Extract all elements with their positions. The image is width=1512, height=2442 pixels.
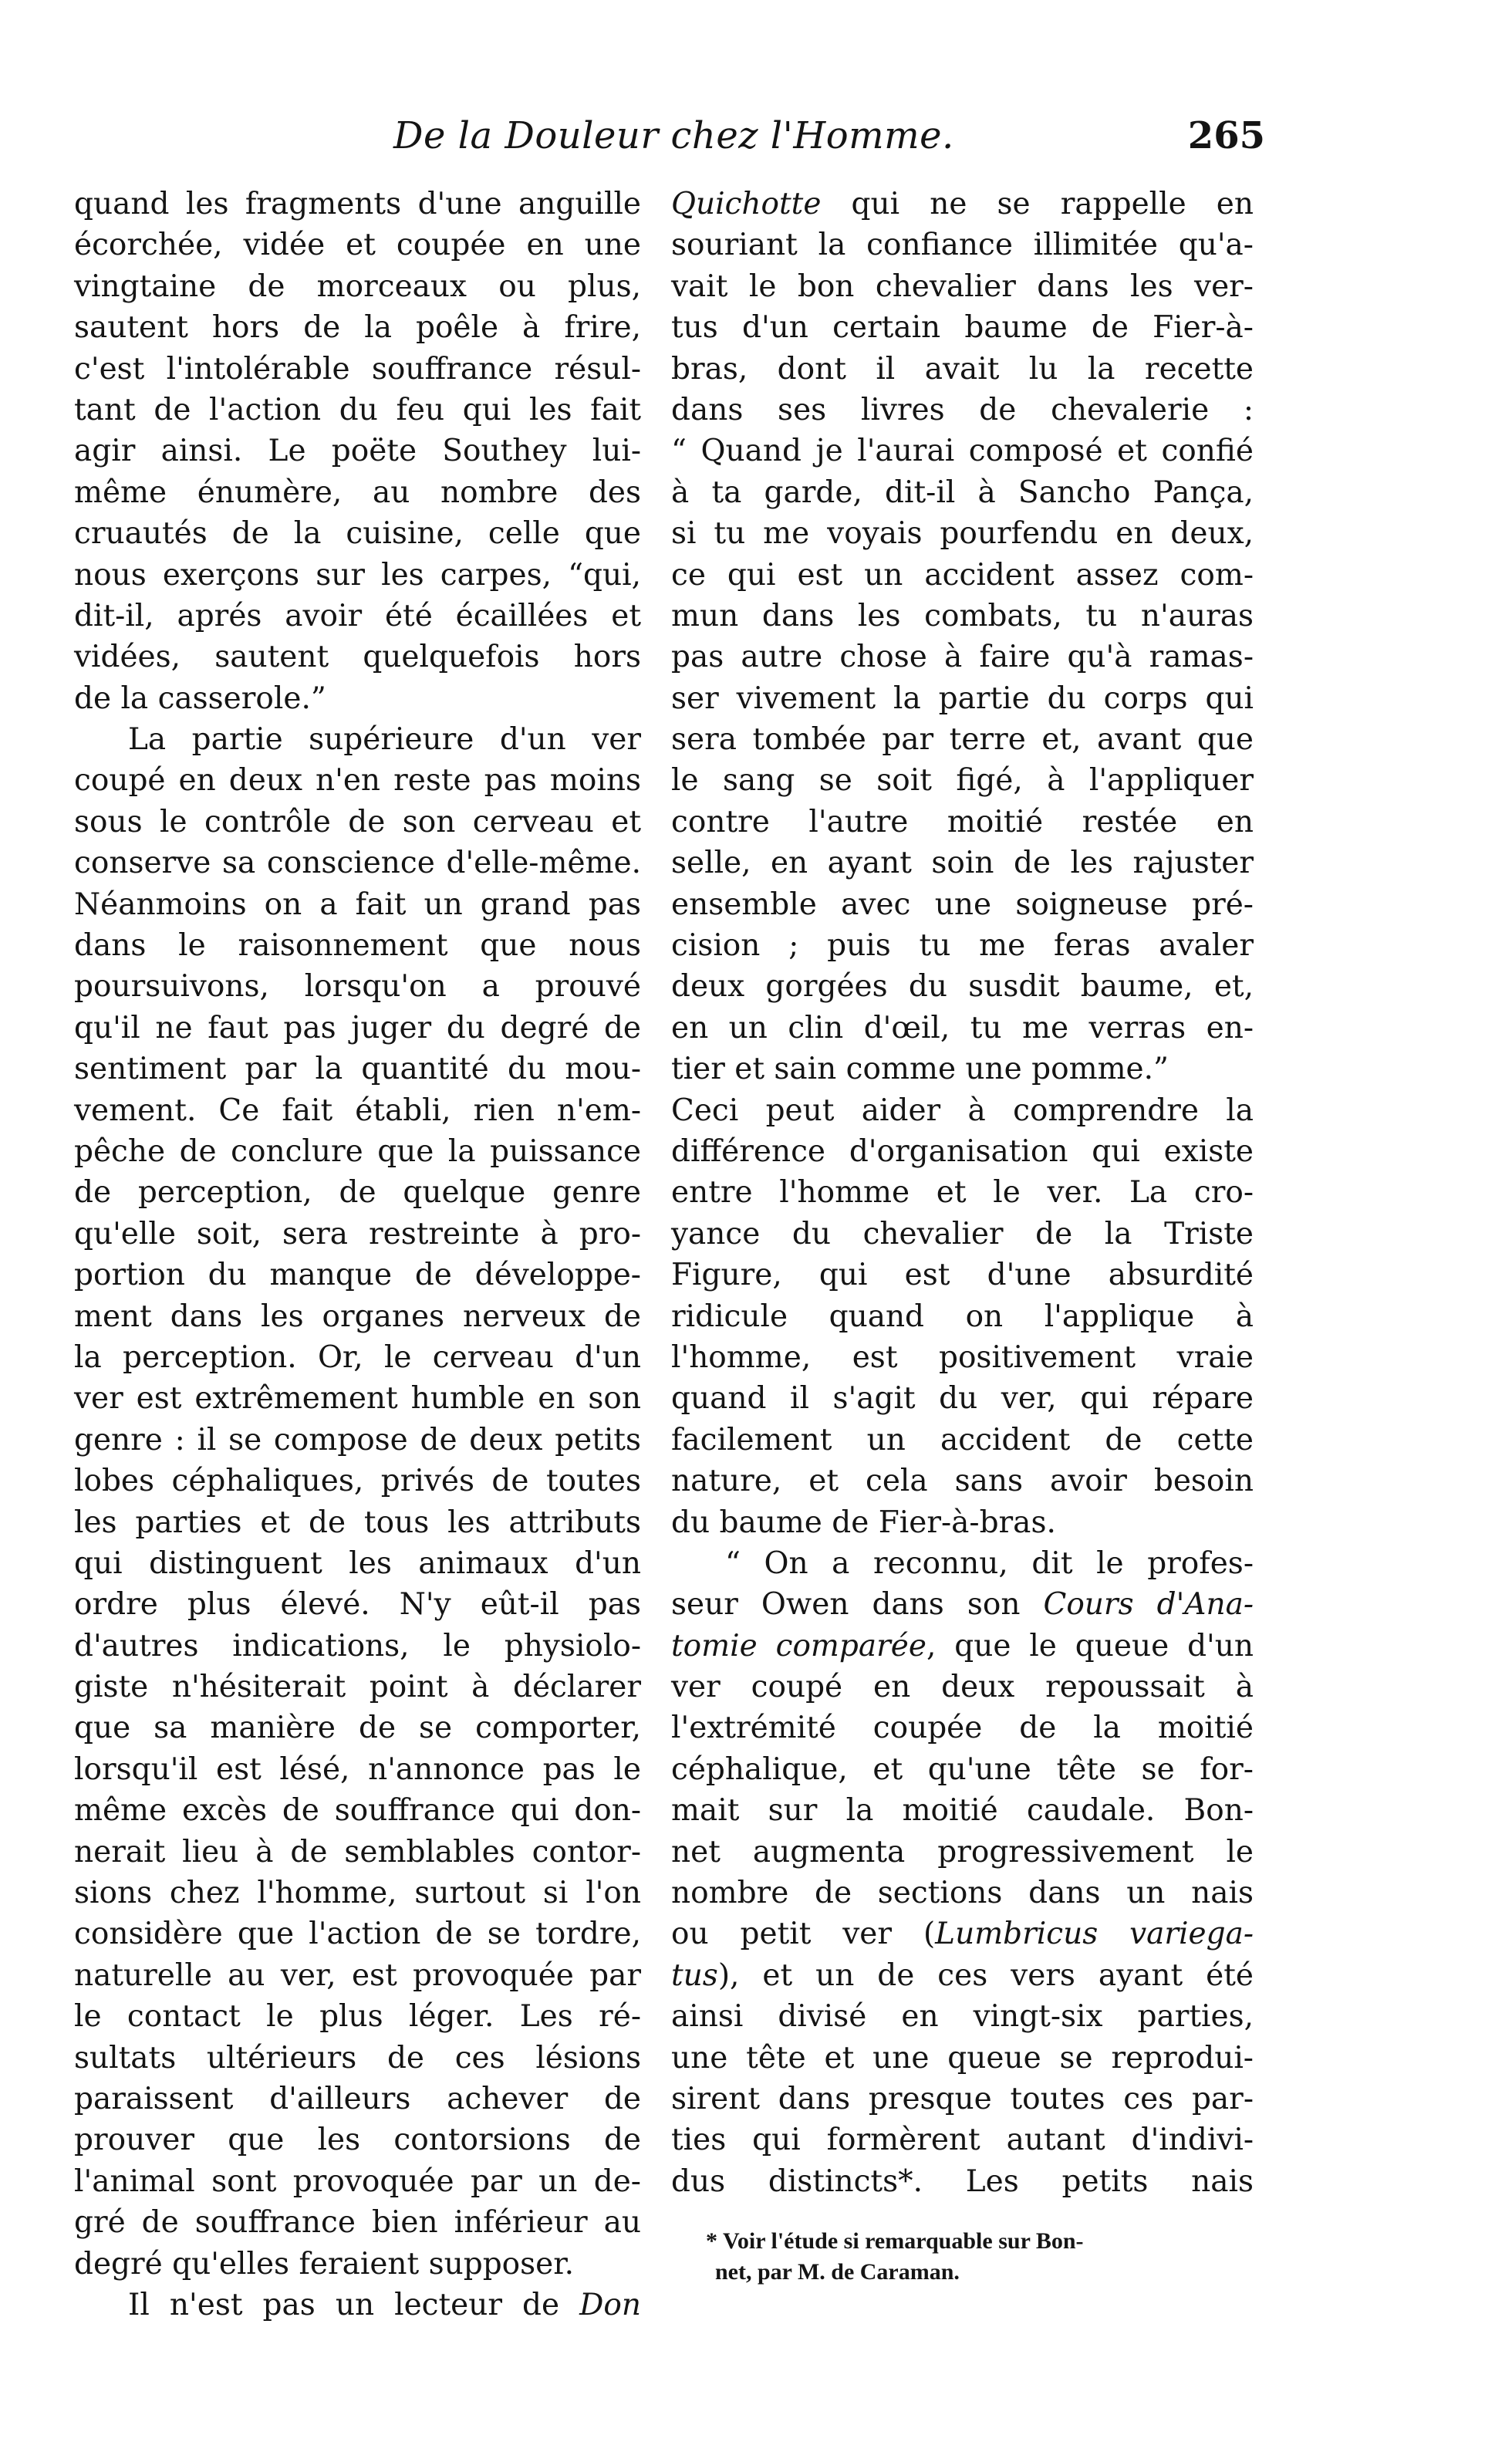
text-line bbox=[671, 472, 1254, 513]
running-head: De la Douleur chez l'Homme. bbox=[393, 114, 954, 157]
line-text: une tête et une queue se reprodui- bbox=[671, 2040, 1254, 2076]
line-text: seur Owen dans son bbox=[671, 1587, 1044, 1623]
line-text: , que le queue d'un bbox=[926, 1628, 1254, 1663]
text-line bbox=[671, 1749, 1254, 1790]
text-line bbox=[671, 1626, 1254, 1667]
text-line bbox=[671, 2119, 1254, 2160]
line-text: en un clin d'œil, tu me verras en- bbox=[671, 1010, 1254, 1045]
line-text: si tu me voyais pourfendu en deux, bbox=[671, 516, 1254, 552]
text-line bbox=[671, 1131, 1254, 1172]
text-line bbox=[74, 1172, 641, 1213]
page-number: 265 bbox=[1187, 114, 1265, 157]
line-text: “ Quand je l'aurai composé et confié bbox=[671, 434, 1254, 469]
text-line bbox=[74, 1090, 641, 1131]
text-line bbox=[74, 349, 641, 390]
line-text: tus d'un certain baume de Fier-à- bbox=[671, 310, 1254, 346]
text-line bbox=[671, 184, 1254, 225]
line-text: sirent dans presque toutes ces par- bbox=[671, 2081, 1254, 2116]
text-line bbox=[671, 719, 1254, 760]
text-line bbox=[671, 596, 1254, 637]
text-line bbox=[671, 1255, 1254, 1295]
text-line bbox=[74, 1296, 641, 1337]
text-line bbox=[74, 760, 641, 801]
line-text: gré de souffrance bien inférieur au bbox=[74, 2205, 641, 2241]
line-text: vement. Ce fait établi, rien n'em- bbox=[74, 1093, 641, 1128]
text-line bbox=[671, 1461, 1254, 1501]
line-text: bras, dont il avait lu la recette bbox=[671, 351, 1254, 387]
text-line bbox=[74, 1626, 641, 1667]
text-line bbox=[671, 843, 1254, 883]
text-line bbox=[671, 307, 1254, 348]
line-text: entre l'homme et le ver. La cro- bbox=[671, 1175, 1254, 1211]
text-line bbox=[74, 1049, 641, 1089]
line-text: l'animal sont provoquée par un de- bbox=[74, 2163, 641, 2199]
text-line bbox=[671, 925, 1254, 966]
text-line bbox=[74, 1255, 641, 1295]
line-text: degré qu'elles feraient supposer. bbox=[74, 2246, 574, 2282]
text-line bbox=[671, 1543, 1254, 1584]
text-line bbox=[671, 1832, 1254, 1873]
text-line bbox=[74, 1873, 641, 1913]
text-line bbox=[74, 1543, 641, 1584]
line-text: pêche de conclure que la puissance bbox=[74, 1133, 641, 1169]
line-text: tier et sain comme une pomme.” bbox=[671, 1052, 1169, 1087]
text-line bbox=[74, 1420, 641, 1461]
text-line bbox=[671, 1707, 1254, 1748]
line-text: La partie supérieure d'un ver bbox=[128, 722, 641, 758]
line-text: qui distinguent les animaux d'un bbox=[74, 1545, 641, 1581]
line-text: Néanmoins on a fait un grand pas bbox=[74, 887, 641, 922]
line-text: pas autre chose à faire qu'à ramas- bbox=[671, 640, 1254, 675]
line-text: nerait lieu à de semblables contor- bbox=[74, 1834, 641, 1869]
line-text: vingtaine de morceaux ou plus, bbox=[74, 269, 641, 304]
line-text: nombre de sections dans un nais bbox=[671, 1876, 1254, 1911]
line-text: “ On a reconnu, dit le profes- bbox=[725, 1545, 1254, 1581]
text-line bbox=[671, 1790, 1254, 1831]
line-text: qu'il ne faut pas juger du degré de bbox=[74, 1010, 641, 1045]
line-text: la perception. Or, le cerveau d'un bbox=[74, 1339, 641, 1375]
text-line bbox=[671, 225, 1254, 265]
line-text: dans ses livres de chevalerie : bbox=[671, 392, 1254, 427]
line-text: vait le bon chevalier dans les ver- bbox=[671, 269, 1254, 304]
text-line bbox=[74, 390, 641, 431]
line-text: sautent hors de la poêle à frire, bbox=[74, 310, 641, 346]
text-line bbox=[74, 1955, 641, 1996]
line-text: ou petit ver ( bbox=[671, 1917, 936, 1952]
text-line bbox=[74, 925, 641, 966]
line-text: ordre plus élevé. N'y eût-il pas bbox=[74, 1587, 641, 1623]
text-line bbox=[671, 678, 1254, 719]
line-text: tant de l'action du feu qui les fait bbox=[74, 392, 641, 427]
line-text: cision ; puis tu me feras avaler bbox=[671, 928, 1254, 964]
line-text: ties qui formèrent autant d'indivi- bbox=[671, 2123, 1254, 2158]
text-line bbox=[671, 1090, 1254, 1131]
text-line bbox=[671, 1667, 1254, 1707]
line-text: l'homme, est positivement vraie bbox=[671, 1339, 1254, 1375]
line-text: différence d'organisation qui existe bbox=[671, 1133, 1254, 1169]
line-text: dit-il, aprés avoir été écaillées et bbox=[74, 598, 641, 633]
text-line bbox=[74, 1584, 641, 1625]
text-line bbox=[74, 802, 641, 843]
line-text: portion du manque de développe- bbox=[74, 1258, 641, 1293]
line-text: le sang se soit figé, à l'appliquer bbox=[671, 763, 1254, 799]
text-line bbox=[74, 431, 641, 471]
text-line bbox=[671, 431, 1254, 471]
left-text-column bbox=[74, 184, 641, 2325]
text-line bbox=[671, 1584, 1254, 1625]
line-text: lobes céphaliques, privés de toutes bbox=[74, 1464, 641, 1499]
text-line bbox=[74, 1749, 641, 1790]
line-text: mun dans les combats, tu n'auras bbox=[671, 598, 1254, 633]
line-text: à ta garde, dit-il à Sancho Pança, bbox=[671, 475, 1254, 510]
text-line bbox=[671, 637, 1254, 677]
line-text: facilement un accident de cette bbox=[671, 1422, 1254, 1457]
italic-text: Quichotte bbox=[671, 187, 822, 221]
text-line bbox=[74, 1461, 641, 1501]
text-line bbox=[671, 2079, 1254, 2119]
text-line bbox=[671, 1420, 1254, 1461]
text-line bbox=[74, 1131, 641, 1172]
text-line bbox=[74, 472, 641, 513]
line-text: ce qui est un accident assez com- bbox=[671, 557, 1254, 593]
italic-text: tus bbox=[671, 1957, 718, 1993]
line-text: ensemble avec une soigneuse pré- bbox=[671, 887, 1254, 922]
line-text: les parties et de tous les attributs bbox=[74, 1505, 641, 1540]
line-text: qu'elle soit, sera restreinte à pro- bbox=[74, 1216, 641, 1251]
line-text: ), et un de ces vers ayant été bbox=[717, 1957, 1254, 1993]
line-text: d'autres indications, le physiolo- bbox=[74, 1628, 641, 1663]
line-text: prouver que les contorsions de bbox=[74, 2123, 641, 2158]
line-text: ridicule quand on l'applique à bbox=[671, 1299, 1254, 1334]
line-text: yance du chevalier de la Triste bbox=[671, 1216, 1254, 1251]
text-line bbox=[74, 184, 641, 225]
line-text: de la casserole.” bbox=[74, 681, 326, 716]
line-text: mait sur la moitié caudale. Bon- bbox=[671, 1793, 1254, 1829]
text-line bbox=[74, 966, 641, 1007]
text-line bbox=[74, 1913, 641, 1954]
text-line bbox=[671, 1502, 1254, 1543]
line-text: l'extrémité coupée de la moitié bbox=[671, 1711, 1254, 1746]
line-text: nous exerçons sur les carpes, “qui, bbox=[74, 557, 641, 593]
text-line bbox=[671, 1913, 1254, 1954]
line-text: qui ne se rappelle en bbox=[821, 187, 1254, 221]
page-header bbox=[393, 114, 1265, 168]
text-line bbox=[74, 884, 641, 925]
line-text: même énumère, au nombre des bbox=[74, 475, 641, 510]
text-line bbox=[74, 1707, 641, 1748]
text-line bbox=[671, 513, 1254, 554]
italic-text: Lumbricus variega- bbox=[935, 1917, 1254, 1952]
line-text: du baume de Fier-à-bras. bbox=[671, 1505, 1056, 1540]
line-text: sous le contrôle de son cerveau et bbox=[74, 804, 641, 839]
line-text: dus distincts*. Les petits nais bbox=[671, 2163, 1254, 2199]
line-text: ment dans les organes nerveux de bbox=[74, 1299, 641, 1334]
text-line bbox=[74, 2079, 641, 2119]
line-text: contre l'autre moitié restée en bbox=[671, 804, 1254, 839]
text-line bbox=[671, 802, 1254, 843]
text-line bbox=[74, 2202, 641, 2243]
text-line bbox=[74, 307, 641, 348]
line-text: naturelle au ver, est provoquée par bbox=[74, 1957, 641, 1993]
line-text: quand les fragments d'une anguille bbox=[74, 187, 641, 221]
line-text: net augmenta progressivement le bbox=[671, 1834, 1254, 1869]
line-text: que sa manière de se comporter, bbox=[74, 1711, 641, 1746]
text-line bbox=[74, 266, 641, 307]
text-line bbox=[671, 349, 1254, 390]
line-text: ver est extrêmement humble en son bbox=[74, 1381, 641, 1417]
text-line bbox=[74, 1502, 641, 1543]
line-text: sentiment par la quantité du mou- bbox=[74, 1052, 641, 1087]
text-line bbox=[74, 1337, 641, 1378]
line-text: dans le raisonnement que nous bbox=[74, 928, 641, 964]
text-line bbox=[671, 1955, 1254, 1996]
text-line bbox=[671, 2161, 1254, 2202]
text-line bbox=[74, 1790, 641, 1831]
text-line bbox=[74, 1214, 641, 1255]
text-line bbox=[74, 1378, 641, 1419]
text-line bbox=[74, 2038, 641, 2079]
line-text: Il n'est pas un lecteur de bbox=[128, 2287, 580, 2322]
text-line bbox=[74, 1996, 641, 2037]
footnote bbox=[706, 2226, 1246, 2288]
footnote-line: * Voir l'étude si remarquable sur Bon- bbox=[706, 2228, 1084, 2254]
text-line bbox=[671, 1008, 1254, 1049]
right-text-column bbox=[671, 184, 1254, 2202]
line-text: ver coupé en deux repoussait à bbox=[671, 1670, 1254, 1705]
line-text: deux gorgées du susdit baume, et, bbox=[671, 969, 1254, 1005]
line-text: giste n'hésiterait point à déclarer bbox=[74, 1670, 641, 1705]
text-line bbox=[74, 1832, 641, 1873]
italic-text: Don bbox=[579, 2287, 641, 2322]
text-line bbox=[74, 637, 641, 677]
text-line bbox=[74, 678, 641, 719]
text-line bbox=[74, 843, 641, 883]
line-text: de perception, de quelque genre bbox=[74, 1175, 641, 1211]
line-text: sultats ultérieurs de ces lésions bbox=[74, 2040, 641, 2076]
line-text: agir ainsi. Le poëte Southey lui- bbox=[74, 434, 641, 469]
italic-text: Cours d'Ana- bbox=[1043, 1587, 1254, 1623]
line-text: ainsi divisé en vingt-six parties, bbox=[671, 1999, 1254, 2035]
text-line bbox=[74, 225, 641, 265]
line-text: considère que l'action de se tordre, bbox=[74, 1917, 641, 1952]
line-text: quand il s'agit du ver, qui répare bbox=[671, 1381, 1254, 1417]
line-text: sions chez l'homme, surtout si l'on bbox=[74, 1876, 641, 1911]
text-line bbox=[74, 2285, 641, 2325]
line-text: vidées, sautent quelquefois hors bbox=[74, 640, 641, 675]
line-text: souriant la confiance illimitée qu'a- bbox=[671, 228, 1254, 263]
text-line bbox=[74, 2119, 641, 2160]
line-text: paraissent d'ailleurs achever de bbox=[74, 2081, 641, 2116]
line-text: genre : il se compose de deux petits bbox=[74, 1422, 641, 1457]
text-line bbox=[74, 2244, 641, 2285]
text-line bbox=[671, 1214, 1254, 1255]
line-text: Figure, qui est d'une absurdité bbox=[671, 1258, 1254, 1293]
text-line bbox=[74, 719, 641, 760]
line-text: le contact le plus léger. Les ré- bbox=[74, 1999, 641, 2035]
line-text: cruautés de la cuisine, celle que bbox=[74, 516, 641, 552]
line-text: céphalique, et qu'une tête se for- bbox=[671, 1751, 1254, 1787]
line-text: Ceci peut aider à comprendre la bbox=[671, 1093, 1254, 1128]
line-text: conserve sa conscience d'elle-même. bbox=[74, 846, 641, 881]
text-line bbox=[671, 1296, 1254, 1337]
line-text: nature, et cela sans avoir besoin bbox=[671, 1464, 1254, 1499]
text-line bbox=[671, 1337, 1254, 1378]
text-line bbox=[74, 555, 641, 596]
line-text: c'est l'intolérable souffrance résul- bbox=[74, 351, 641, 387]
text-line bbox=[671, 1049, 1254, 1089]
text-line bbox=[671, 390, 1254, 431]
line-text: lorsqu'il est lésé, n'annonce pas le bbox=[74, 1751, 641, 1787]
italic-text: tomie comparée bbox=[671, 1628, 926, 1663]
text-line bbox=[671, 266, 1254, 307]
line-text: écorchée, vidée et coupée en une bbox=[74, 228, 641, 263]
line-text: selle, en ayant soin de les rajuster bbox=[671, 846, 1254, 881]
text-line bbox=[671, 1172, 1254, 1213]
footnote-line: net, par M. de Caraman. bbox=[715, 2259, 960, 2285]
text-line bbox=[671, 1378, 1254, 1419]
text-line bbox=[671, 1996, 1254, 2037]
text-line bbox=[74, 2161, 641, 2202]
text-line bbox=[671, 760, 1254, 801]
line-text: coupé en deux n'en reste pas moins bbox=[74, 763, 641, 799]
text-line bbox=[74, 1667, 641, 1707]
text-line bbox=[671, 555, 1254, 596]
line-text: ser vivement la partie du corps qui bbox=[671, 681, 1254, 716]
text-line bbox=[671, 1873, 1254, 1913]
line-text: sera tombée par terre et, avant que bbox=[671, 722, 1254, 758]
text-line bbox=[671, 2038, 1254, 2079]
line-text: même excès de souffrance qui don- bbox=[74, 1793, 641, 1829]
text-line bbox=[74, 596, 641, 637]
text-line bbox=[74, 1008, 641, 1049]
text-line bbox=[671, 966, 1254, 1007]
line-text: poursuivons, lorsqu'on a prouvé bbox=[74, 969, 641, 1005]
text-line bbox=[671, 884, 1254, 925]
text-line bbox=[74, 513, 641, 554]
